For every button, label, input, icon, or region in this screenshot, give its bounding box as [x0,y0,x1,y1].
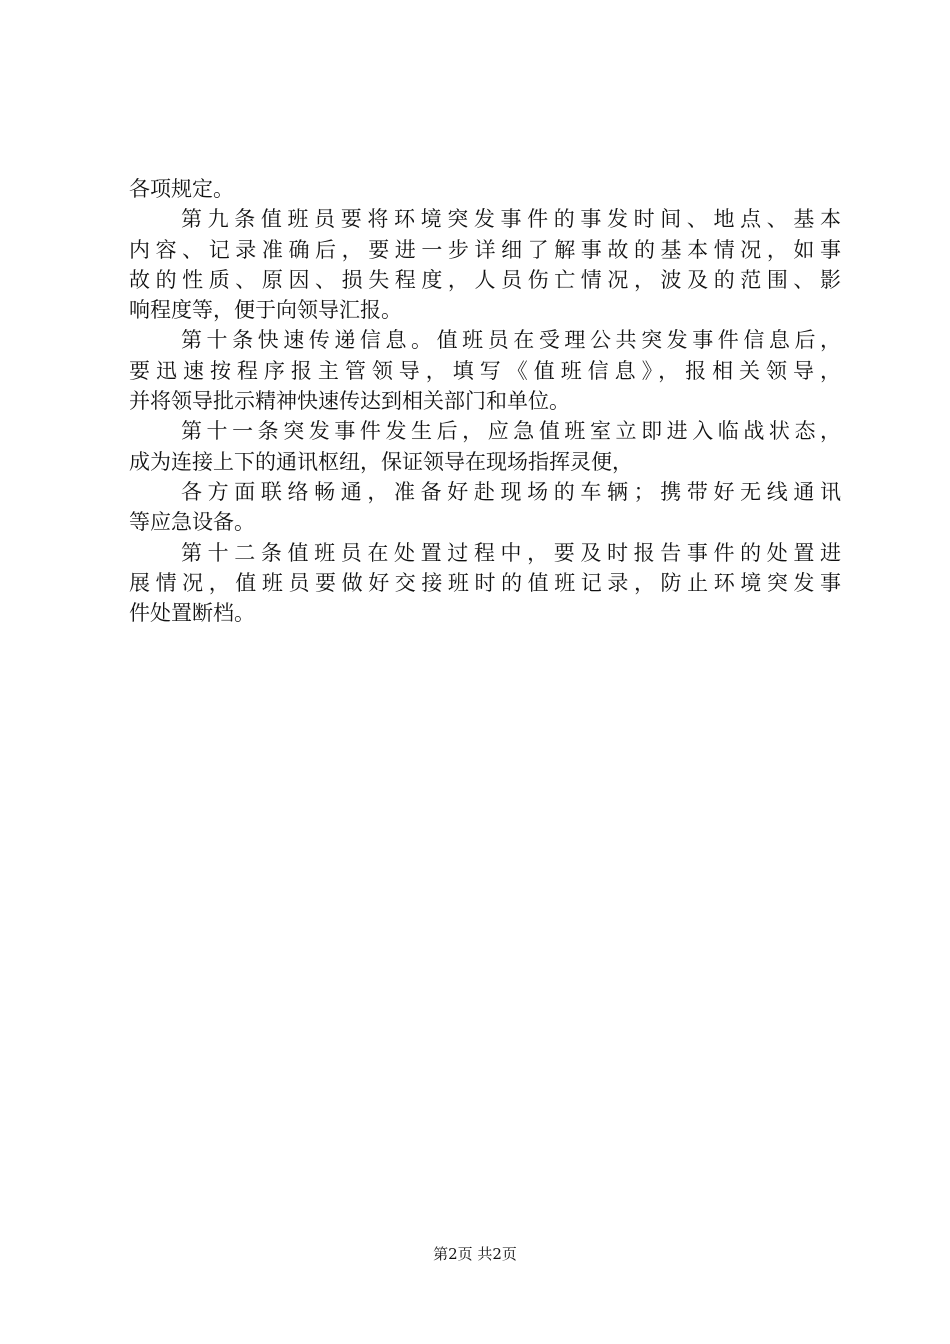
text-line: 第十一条突发事件发生后，应急值班室立即进入临战状态， [181,419,841,444]
page-number-footer: 第2页 共2页 [433,1245,517,1263]
text-line: 展情况，值班员要做好交接班时的值班记录，防止环境突发事 [129,570,841,595]
text-line: 等应急设备。 [129,510,255,535]
text-line: 成为连接上下的通讯枢纽，保证领导在现场指挥灵便， [129,449,633,474]
text-line: 要迅速按程序报主管领导，填写《值班信息》，报相关领导， [129,358,841,383]
text-line: 第十条快速传递信息。值班员在受理公共突发事件信息后， [181,328,841,353]
text-line: 并将领导批示精神快速传达到相关部门和单位。 [129,389,570,414]
text-line: 件处置断档。 [129,601,255,626]
text-line: 第九条值班员要将环境突发事件的事发时间、地点、基本 [181,207,841,232]
document-body [129,174,841,628]
text-line: 故的性质、原因、损失程度，人员伤亡情况，波及的范围、影 [129,267,841,292]
text-line: 各方面联络畅通，准备好赴现场的车辆；携带好无线通讯 [181,479,841,504]
text-line: 各项规定。 [129,177,234,201]
text-line: 第十二条值班员在处置过程中，要及时报告事件的处置进 [181,540,841,565]
text-line: 内容、记录准确后，要进一步详细了解事故的基本情况，如事 [129,237,841,262]
text-line: 响程度等，便于向领导汇报。 [129,298,402,323]
